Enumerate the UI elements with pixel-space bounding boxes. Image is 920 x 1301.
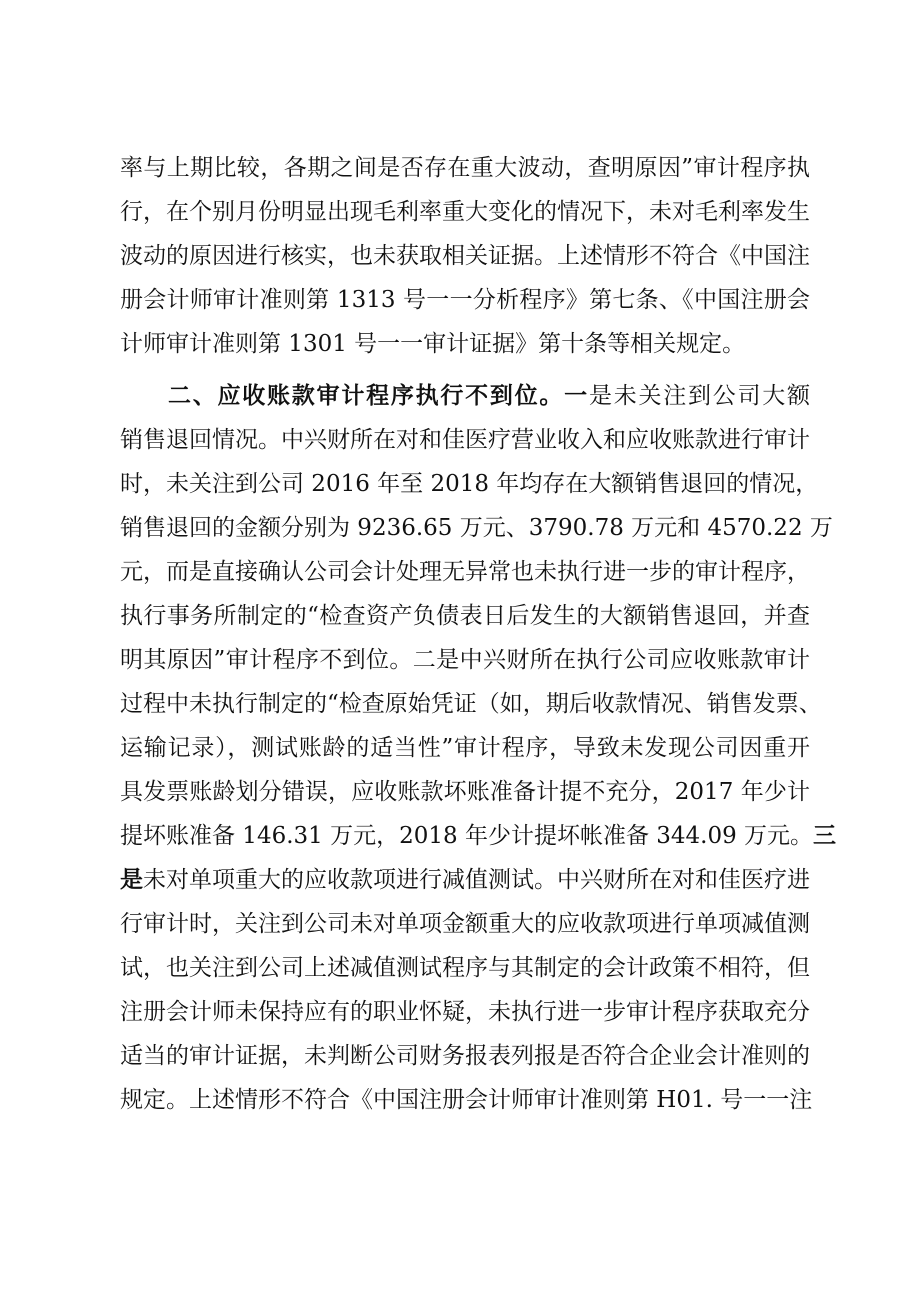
text-line: 过程中未执行制定的“检查原始凭证（如，期后收款情况、销售发票、 [120, 691, 822, 717]
text-line: 册会计师审计准则第 1313 号一一分析程序》第七条、《中国注册会 [120, 287, 810, 313]
text-line: 适当的审计证据，未判断公司财务报表列报是否符合企业会计准则的 [120, 1043, 810, 1069]
point-marker: 是 [120, 867, 143, 893]
text-line [120, 814, 837, 858]
text-line: 销售退回情况。中兴财所在对和佳医疗营业收入和应收账款进行审计 [120, 427, 810, 453]
text-line [120, 858, 810, 902]
text-line: 执行事务所制定的“检查资产负债表日后发生的大额销售退回，并查 [120, 603, 810, 629]
text-line: 元，而是直接确认公司会计处理无异常也未执行进一步的审计程序， [120, 559, 810, 585]
text-line: 明其原因”审计程序不到位。二是中兴财所在执行公司应收账款审计 [120, 647, 810, 673]
text-line: 注册会计师未保持应有的职业怀疑，未执行进一步审计程序获取充分 [120, 999, 810, 1025]
text-line: 销售退回的金额分别为 9236.65 万元、3790.78 万元和 4570.22 万 [120, 515, 833, 541]
text-segment: 提坏账准备 146.31 万元，2018 年少计提坏帐准备 344.09 万元。 [120, 823, 814, 849]
text-line: 具发票账龄划分错误，应收账款坏账准备计提不充分，2017 年少计 [120, 779, 810, 805]
text-line: 运输记录），测试账龄的适当性”审计程序，导致未发现公司因重开 [120, 735, 810, 761]
text-segment: 未对单项重大的应收款项进行减值测试。中兴财所在对和佳医疗进 [143, 867, 810, 893]
text-line: 行审计时，关注到公司未对单项金额重大的应收款项进行单项减值测 [120, 911, 810, 937]
text-line: 率与上期比较，各期之间是否存在重大波动，查明原因”审计程序执 [120, 155, 810, 181]
text-line: 时，未关注到公司 2016 年至 2018 年均存在大额销售退回的情况， [120, 471, 819, 497]
text-line: 试，也关注到公司上述减值测试程序与其制定的会计政策不相符，但 [120, 955, 810, 981]
point-marker: 一 [564, 383, 589, 409]
text-line: 规定。上述情形不符合《中国注册会计师审计准则第 H01. 号一一注 [120, 1087, 813, 1113]
paragraph-first-line [168, 374, 810, 418]
section-heading: 二、应收账款审计程序执行不到位。 [168, 383, 565, 409]
text-segment: 是未关注到公司大额 [588, 383, 811, 409]
point-marker: 三 [813, 823, 837, 849]
text-line: 计师审计准则第 1301 号一一审计证据》第十条等相关规定。 [120, 331, 746, 357]
text-line: 波动的原因进行核实，也未获取相关证据。上述情形不符合《中国注 [120, 243, 810, 269]
text-line: 行，在个别月份明显出现毛利率重大变化的情况下，未对毛利率发生 [120, 199, 810, 225]
